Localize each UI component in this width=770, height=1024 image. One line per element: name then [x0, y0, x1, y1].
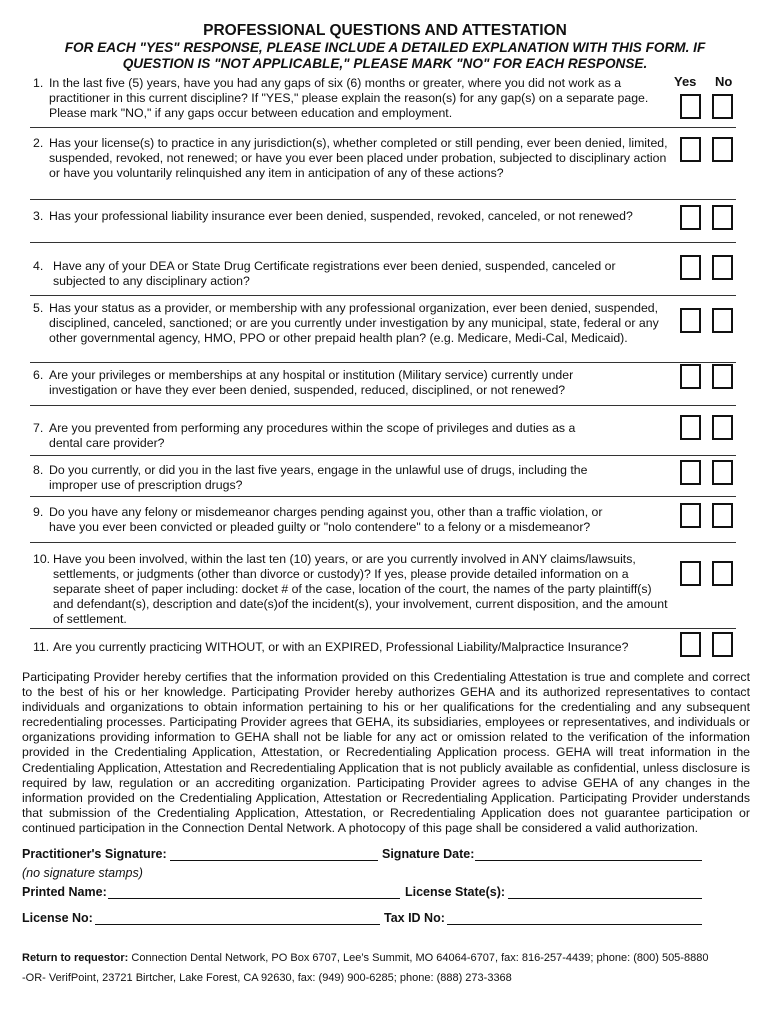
instructions-line-2: QUESTION IS "NOT APPLICABLE," PLEASE MARK "NO" FOR EACH RESPONSE.: [122, 56, 648, 71]
q11-no-checkbox[interactable]: [712, 632, 733, 657]
question-number: 7.: [33, 421, 44, 435]
instructions: [30, 40, 740, 72]
question-number: 6.: [33, 368, 44, 382]
question-number: 1.: [33, 76, 44, 90]
practitioner-signature-label: Practitioner's Signature:: [22, 847, 167, 861]
q7-yes-checkbox[interactable]: [680, 415, 701, 440]
q3-yes-checkbox[interactable]: [680, 205, 701, 230]
printed-name-field[interactable]: [108, 883, 404, 899]
question-text: Has your license(s) to practice in any jurisdiction(s), whether completed or still pending, ever been denied, limited, suspended, revoked, not renewed; or have you ever been placed under probation, subjected to disciplinary action or have you voluntarily relinquished any item in anticipation of any of these actions?: [49, 136, 668, 180]
page-title: PROFESSIONAL QUESTIONS AND ATTESTATION: [203, 22, 567, 39]
no-column-header: No: [715, 74, 733, 89]
question-text: Are you currently practicing WITHOUT, or with an EXPIRED, Professional Liability/Malpractice Insurance?: [53, 640, 629, 654]
divider: [30, 542, 736, 543]
tax-id-label: Tax ID No:: [384, 911, 445, 925]
q9-no-checkbox[interactable]: [712, 503, 733, 528]
question-text: Has your status as a provider, or membership with any professional organization, ever been denied, suspended, disciplined, canceled, sanctioned; or are you currently under investigation by any municipal, state, federal or any other governmental agency, HMO, PPO or other prepaid health plan? (e.g. Medicare, Medi-Cal, Medicaid).: [49, 301, 659, 345]
question-number: 2.: [33, 136, 44, 150]
question-number: 9.: [33, 505, 44, 519]
question-number: 10.: [33, 552, 51, 566]
divider: [30, 127, 736, 128]
q3-no-checkbox[interactable]: [712, 205, 733, 230]
question-number: 8.: [33, 463, 44, 477]
question-text: Are your privileges or memberships at any hospital or institution (Military service) currently under investigation or have they ever been denied, suspended, reduced, disciplined, or not renewed?: [49, 368, 574, 397]
license-state-field[interactable]: [508, 883, 706, 899]
q11-yes-checkbox[interactable]: [680, 632, 701, 657]
q10-yes-checkbox[interactable]: [680, 561, 701, 586]
q2-yes-checkbox[interactable]: [680, 137, 701, 162]
q4-yes-checkbox[interactable]: [680, 255, 701, 280]
attestation-paragraph: Participating Provider hereby certifies that the information provided on this Credentialing Attestation is true and complete and correct to the best of his or her knowledge. Participating Provider hereby authorizes GEHA and its authorized representatives to contact individuals and organizations to obtain information pertaining to his or her qualifications for the credentialing and any subsequent recredentialing processes. Participating Provider agrees that GEHA, its subsidiaries, employees or representatives, and individuals or organizations providing information to GEHA shall not be liable for any act or omission related to the verification of the information provided in the Credentialing Application, Attestation, or Recredentialing Application process. GEHA will treat information in the Credentialing Application, Attestation and Recredentialing Application that is not publicly available as confidential, unless disclosure is required by law, regulation or an accrediting organization. Participating Provider agrees to advise GEHA of any changes in the information provided on the Credentialing Application, Attestation or Recredentialing Application. Participating Provider understands that submission of the Credentialing Application, Attestation, or Recredentialing Application does not guarantee participation or continued participation in the Connection Dental Network. A photocopy of this page shall be considered a valid authorization.: [22, 670, 750, 835]
yes-column-header: Yes: [674, 74, 697, 89]
question-text: Do you have any felony or misdemeanor charges pending against you, other than a traffic violation, or have you ever been convicted or pleaded guilty or "nolo contendere" to a felony or a misdemeanor?: [49, 505, 603, 534]
instructions-line-1: FOR EACH "YES" RESPONSE, PLEASE INCLUDE A DETAILED EXPLANATION WITH THIS FORM. IF: [64, 40, 706, 55]
question-number: 11.: [33, 640, 50, 654]
practitioner-signature-field[interactable]: [170, 845, 382, 861]
q8-no-checkbox[interactable]: [712, 460, 733, 485]
return-label: Return to requestor:: [22, 952, 129, 964]
divider: [30, 295, 736, 296]
license-number-label: License No:: [22, 911, 93, 925]
divider: [30, 405, 736, 406]
q2-no-checkbox[interactable]: [712, 137, 733, 162]
no-stamps-note: (no signature stamps): [22, 866, 143, 880]
divider: [30, 362, 736, 363]
q10-no-checkbox[interactable]: [712, 561, 733, 586]
divider: [30, 199, 736, 200]
printed-name-label: Printed Name:: [22, 885, 107, 899]
question-text: Are you prevented from performing any procedures within the scope of privileges and duties as a dental care provider?: [49, 421, 576, 450]
q1-no-checkbox[interactable]: [712, 94, 733, 119]
divider: [30, 628, 736, 629]
q4-no-checkbox[interactable]: [712, 255, 733, 280]
q9-yes-checkbox[interactable]: [680, 503, 701, 528]
q5-yes-checkbox[interactable]: [680, 308, 701, 333]
question-text: Do you currently, or did you in the last five years, engage in the unlawful use of drugs, including the improper use of prescription drugs?: [49, 463, 588, 492]
license-number-field[interactable]: [95, 909, 384, 925]
q8-yes-checkbox[interactable]: [680, 460, 701, 485]
question-text: Has your professional liability insurance ever been denied, suspended, revoked, canceled, or not renewed?: [49, 209, 633, 223]
question-text: In the last five (5) years, have you had any gaps of six (6) months or greater, where you did not work as a practitioner in this current discipline? If "YES," please explain the reason(s) for any gap(s) on a separate page. Please mark "NO," if any gaps occur between education and employment.: [49, 76, 649, 120]
q7-no-checkbox[interactable]: [712, 415, 733, 440]
question-number: 4.: [33, 259, 44, 273]
alternate-address: -OR- VerifPoint, 23721 Birtcher, Lake Forest, CA 92630, fax: (949) 900-6285; phone: (888) 273-3368: [22, 972, 512, 984]
question-number: 5.: [33, 301, 44, 315]
license-state-label: License State(s):: [405, 885, 506, 899]
signature-date-field[interactable]: [475, 845, 706, 861]
return-address-text: Connection Dental Network, PO Box 6707, Lee’s Summit, MO 64064-6707, fax: 816-257-4439; phone: (800) 505-8880: [128, 952, 709, 964]
q5-no-checkbox[interactable]: [712, 308, 733, 333]
question-text: Have you been involved, within the last ten (10) years, or are you currently involved in ANY claims/lawsuits, settlements, or judgments (other than divorce or custody)? If yes, please provide detailed information on a separate sheet of paper including: docket # of the case, location of the court, the names of the party plaintiff(s) and defendant(s), description and date(s)of the incident(s), your involvement, current disposition, and the amount of settlement.: [53, 552, 668, 626]
question-number: 3.: [33, 209, 44, 223]
q6-no-checkbox[interactable]: [712, 364, 733, 389]
divider: [30, 496, 736, 497]
tax-id-field[interactable]: [447, 909, 706, 925]
signature-date-label: Signature Date:: [382, 847, 475, 861]
q6-yes-checkbox[interactable]: [680, 364, 701, 389]
return-address: [22, 952, 708, 964]
divider: [30, 455, 736, 456]
divider: [30, 242, 736, 243]
question-text: Have any of your DEA or State Drug Certificate registrations ever been denied, suspended, canceled or subjected to any disciplinary action?: [53, 259, 616, 288]
q1-yes-checkbox[interactable]: [680, 94, 701, 119]
